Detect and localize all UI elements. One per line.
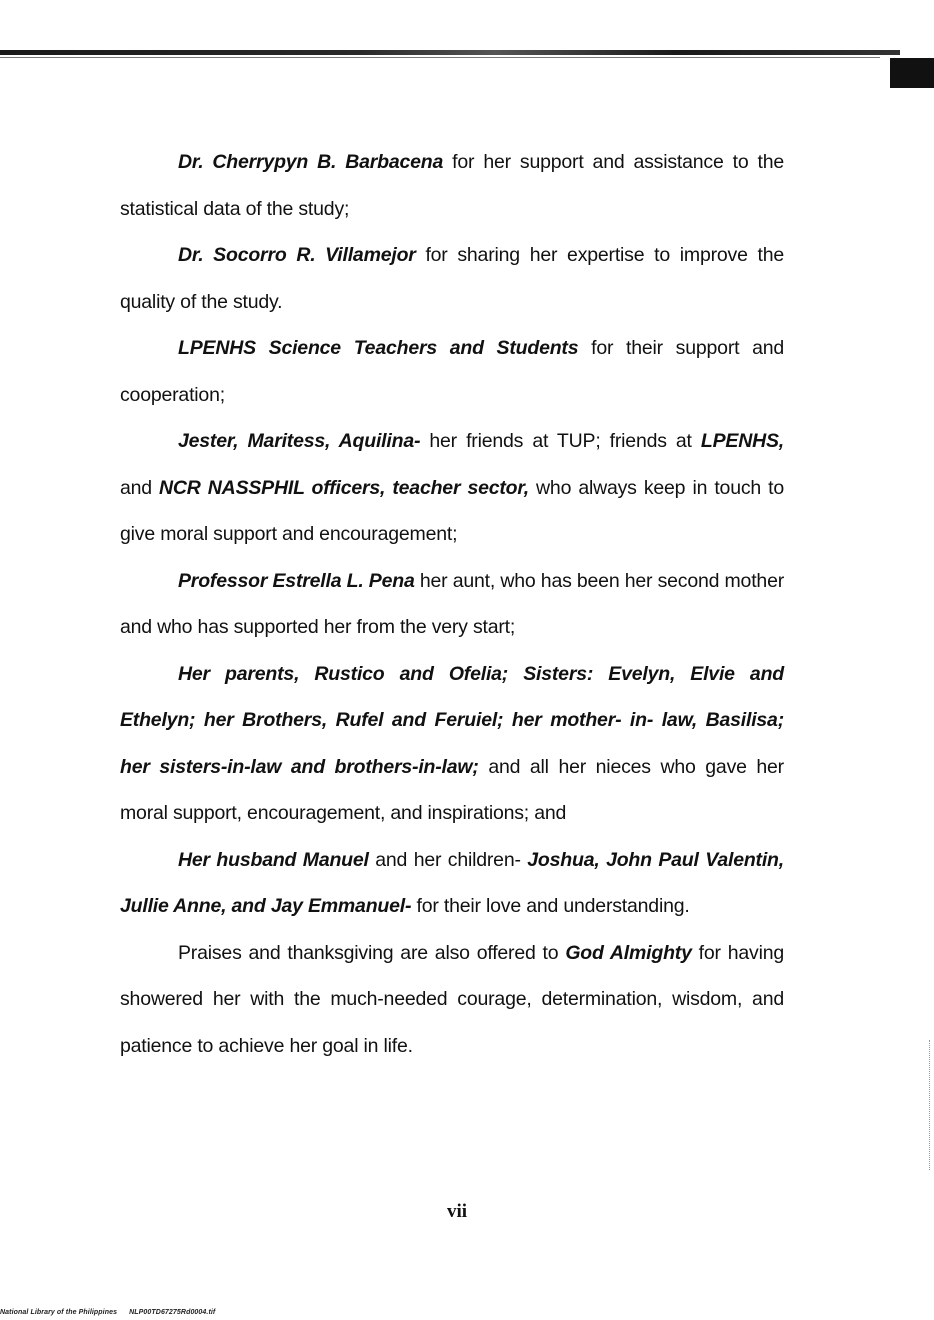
body-run: for having showered her with the much-needed courage, determination, wisdom, and patience to achieve her goal in life. <box>120 941 784 1057</box>
body-run: for sharing her expertise to improve the quality of the study. <box>120 244 785 313</box>
header-rule <box>0 50 900 55</box>
emphasis-text: God Almighty <box>565 941 692 964</box>
scan-edge-specks <box>928 1040 930 1170</box>
emphasis-text: LPENHS, <box>700 430 785 452</box>
footer-library: National Library of the Philippines <box>0 1309 118 1316</box>
body-run: and her children- <box>368 848 528 871</box>
body-run: her friends at TUP; friends at <box>420 430 701 452</box>
body-run: Praises and thanksgiving are also offered to <box>178 941 566 964</box>
body-run: and all her nieces who gave her moral support, encouragement, and inspirations; and <box>120 755 784 824</box>
body-run: and <box>120 476 160 499</box>
paragraph <box>120 651 784 837</box>
scan-footer <box>0 1309 215 1316</box>
body-run: for her support and assistance to the statistical data of the study; <box>120 151 784 220</box>
paragraph <box>120 418 784 558</box>
paragraph <box>120 232 784 325</box>
emphasis-text: Joshua, John Paul Valentin, Jullie Anne, and Jay Emmanuel- <box>120 848 784 917</box>
body-run: for their love and understanding. <box>411 895 690 917</box>
paragraph <box>120 139 784 232</box>
body-run: for their support and cooperation; <box>120 337 784 406</box>
paragraph <box>120 837 784 930</box>
emphasis-text: Dr. Socorro R. Villamejor <box>178 244 416 266</box>
paragraph <box>120 930 784 1070</box>
body-run: her aunt, who has been her second mother and who has supported her from the very start; <box>120 569 785 638</box>
emphasis-text: Dr. Cherrypyn B. Barbacena <box>178 151 444 173</box>
emphasis-text: LPENHS Science Teachers and Students <box>178 337 579 359</box>
scan-corner-mark <box>890 58 934 88</box>
acknowledgement-text <box>120 139 784 1069</box>
paragraph <box>120 558 784 651</box>
footer-file-id: NLP00TD67275Rd0004.tif <box>129 1309 216 1316</box>
emphasis-text: NCR NASSPHIL officers, teacher sector, <box>159 476 529 499</box>
header-rule-thin <box>0 57 880 58</box>
emphasis-text: Her husband Manuel <box>178 848 369 871</box>
paragraph <box>120 325 784 418</box>
emphasis-text: Her parents, Rustico and Ofelia; Sisters: Evelyn, Elvie and Ethelyn; her Brothers, Rufel and Feruiel; her mother- in- law, Basilisa; her sisters-in-law and brothers-in-law; <box>120 662 784 778</box>
emphasis-text: Jester, Maritess, Aquilina- <box>178 430 421 452</box>
body-run: who always keep in touch to give moral support and encouragement; <box>120 476 785 545</box>
emphasis-text: Professor Estrella L. Pena <box>178 569 415 592</box>
page-number: vii <box>446 1201 468 1222</box>
